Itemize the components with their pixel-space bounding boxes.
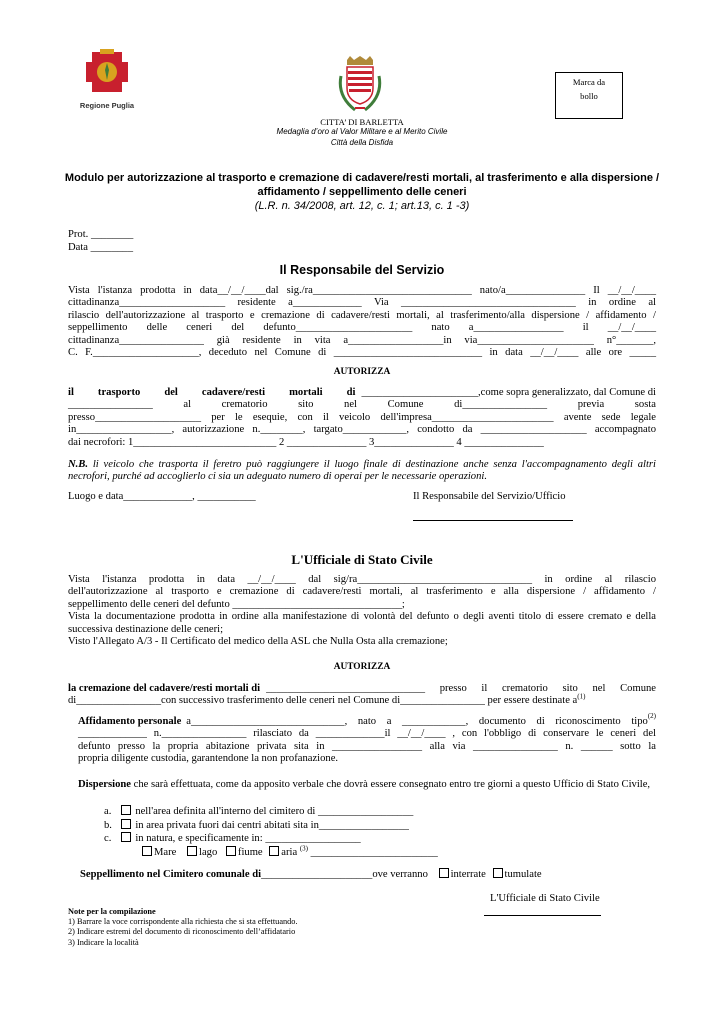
option-text: in natura, e specificamente in: __________________ xyxy=(135,833,361,845)
data-field[interactable]: Data ________ xyxy=(68,241,134,253)
section2-heading: L'Ufficiale di Stato Civile xyxy=(291,552,433,567)
affidamento-line1[interactable]: a_____________________________, nato a ____________, documento di riconoscimento tipo xyxy=(186,716,648,727)
section1-autorizza: AUTORIZZA xyxy=(333,367,391,377)
transport-block xyxy=(68,387,656,449)
seppellimento-label[interactable]: Seppellimento nel Cimitero comunale di xyxy=(80,869,262,880)
section1-line[interactable]: cittadinanza________________ già residente in vita a__________________in via______________________ n°_______, xyxy=(68,334,656,346)
interrate-label: interrate xyxy=(450,869,486,880)
section2-line: Vista la documentazione prodotta in ordine alla manifestazione di volontà del defunto o degli aventi titolo di essere cremato e della xyxy=(68,611,656,623)
affidamento-line4: propria diligente custodia, garantendone la non profanazione. xyxy=(78,753,339,765)
note-item: 2) Indicare estremi del documento di riconoscimento dell’affidatario xyxy=(68,927,296,937)
affidamento-line3[interactable]: defunto presso la propria abitazione privata sita in _________________ alla via ________________ n. ______ sotto la xyxy=(78,740,656,752)
nb-note xyxy=(68,459,656,484)
section2-line: Visto l'Allegato A/3 - Il Certificato del medico della ASL che Nulla Osta alla cremazione; xyxy=(68,636,448,648)
nature-tail[interactable]: ________________________ xyxy=(310,846,438,858)
checkbox[interactable] xyxy=(121,819,131,829)
affidamento-block xyxy=(78,712,656,766)
dispersione-option-c[interactable] xyxy=(104,832,438,846)
section1-line[interactable]: Vista l'istanza prodotta in data__/__/____dal sig./ra______________________________ nato/a_______________ Il __/__/____ xyxy=(68,285,656,296)
checkbox-lago[interactable] xyxy=(187,846,197,856)
signature-1-label: Il Responsabile del Servizio/Ufficio xyxy=(413,491,566,502)
nature-label: lago xyxy=(199,846,218,858)
nature-label: aria xyxy=(281,846,298,858)
form-title-law: (L.R. n. 34/2008, art. 12, c. 1; art.13, c. 1 -3) xyxy=(254,200,470,212)
dispersione-options xyxy=(104,805,438,859)
city-title: Città della Disfida xyxy=(330,137,394,147)
section1-line: rilascio dell'autorizzazione al trasporto e cremazione di cadavere/resti mortali, al trasferimento/alla dispersione / affidamento / xyxy=(68,309,656,321)
seppellimento-line[interactable]: _____________________ove verranno xyxy=(261,869,428,880)
section2-line: dell'autorizzazione al trasporto e cremazione di cadavere/resti mortali, al trasferimento e alla dispersione / affidamento / xyxy=(68,586,656,598)
luogo-data-1[interactable]: Luogo e data_____________, ___________ xyxy=(68,491,256,502)
stamp-label: Marca da bollo xyxy=(572,77,606,101)
signature-2-line[interactable] xyxy=(484,915,601,916)
transport-line[interactable]: ______________________,come sopra generalizzato, dal Comune di xyxy=(361,387,656,398)
checkbox-mare[interactable] xyxy=(142,846,152,856)
option-letter: c. xyxy=(104,833,112,845)
transport-lead: il trasporto del cadavere/resti mortali di xyxy=(68,387,356,398)
region-crest-icon xyxy=(76,48,138,98)
dispersione-option-b[interactable] xyxy=(104,819,438,833)
region-logo-text: Regione Puglia xyxy=(79,101,135,110)
stamp-box xyxy=(555,72,623,119)
tumulate-label: tumulate xyxy=(504,869,542,880)
city-name: CITTA’ DI BARLETTA xyxy=(320,117,404,127)
nature-label: fiume xyxy=(237,846,263,858)
section1-body xyxy=(68,285,656,359)
checkbox[interactable] xyxy=(121,805,131,815)
city-crest-icon xyxy=(335,56,385,114)
cremation-line1[interactable]: ______________________________ presso il crematorio sito nel Comune xyxy=(266,683,656,694)
checkbox-fiume[interactable] xyxy=(226,846,236,856)
affidamento-label[interactable]: Affidamento personale xyxy=(78,716,182,727)
section2-line: successiva destinazione delle ceneri; xyxy=(68,623,224,635)
nature-sup: (3) xyxy=(299,844,309,853)
nb-text: li veicolo che trasporta il feretro può raggiungere il luogo finale di destinazione anche senza l'accompagnamento degli altri necrofori, purché ad accoglierlo ci sia un adeguato numero di operai per le necessarie operazioni. xyxy=(68,459,656,483)
dispersione-option-a[interactable] xyxy=(104,805,438,819)
prot-field[interactable]: Prot. ________ xyxy=(68,229,134,240)
transport-line[interactable]: in__________________, autorizzazione n.________, targato____________, condotto da ____________________ accompagnato xyxy=(68,424,656,436)
option-text: nell'area definita all'interno del cimitero di __________________ xyxy=(135,806,414,817)
signature-2-label: L'Ufficiale di Stato Civile xyxy=(490,893,600,904)
dispersione-text: che sarà effettuata, come da apposito verbale che dovrà essere consegnato entro tre giorni a questo Ufficio di Stato Civile, xyxy=(133,779,651,790)
section2-body xyxy=(68,574,656,648)
nature-options xyxy=(104,846,438,860)
city-crest xyxy=(335,56,385,114)
section2-line[interactable]: seppellimento delle ceneri del defunto ________________________________; xyxy=(68,598,405,610)
affidamento-sup: (2) xyxy=(647,712,656,720)
section2-autorizza: AUTORIZZA xyxy=(333,662,391,672)
cremation-sup: (1) xyxy=(577,692,586,701)
option-text: in area privata fuori dai centri abitati sita in_________________ xyxy=(135,819,409,831)
section1-heading: Il Responsabile del Servizio xyxy=(279,263,445,277)
cremation-block xyxy=(68,683,656,708)
option-letter: b. xyxy=(104,819,112,831)
checkbox-aria[interactable] xyxy=(269,846,279,856)
checkbox-interrate[interactable] xyxy=(439,868,449,878)
form-title-line2: affidamento / seppellimento delle ceneri xyxy=(257,186,467,198)
section2-line[interactable]: Vista l'istanza prodotta in data __/__/____ dal sig/ra_________________________________ in ordine al rilascio xyxy=(68,574,656,585)
nb-label: N.B. xyxy=(68,459,89,470)
dispersione-block xyxy=(78,779,656,791)
notes-block xyxy=(68,907,298,948)
nature-label: Mare xyxy=(154,846,177,858)
transport-line[interactable]: ________________ al crematorio sito nel Comune di________________ previa sosta xyxy=(68,399,656,411)
cremation-lead: la cremazione del cadavere/resti mortali di xyxy=(68,683,261,694)
note-item: 1) Barrare la voce corrispondente alla richiesta che si sta effettuando. xyxy=(68,917,298,927)
dispersione-label[interactable]: Dispersione xyxy=(78,779,131,790)
checkbox-tumulate[interactable] xyxy=(493,868,503,878)
city-medal: Medaglia d’oro al Valor Militare e al Merito Civile xyxy=(276,127,448,137)
checkbox[interactable] xyxy=(121,832,131,842)
seppellimento-block xyxy=(80,868,542,882)
affidamento-line2[interactable]: _____________ n.________________ rilasciato da _____________il __/__/____ , con l'obbligo di conservare le ceneri del xyxy=(78,728,656,740)
signature-1-line[interactable] xyxy=(413,520,573,521)
notes-title: Note per la compilazione xyxy=(68,907,156,916)
section1-line[interactable]: seppellimento delle ceneri del defunto______________________ nato a_________________ il __/__/____ xyxy=(68,322,656,334)
form-title-line1: Modulo per autorizzazione al trasporto e cremazione di cadavere/resti mortali, al trasferimento e alla dispersione / xyxy=(64,172,660,184)
cremation-line2[interactable]: di________________con successivo trasferimento delle ceneri nel Comune di________________ per essere destinate a xyxy=(68,695,578,707)
transport-line[interactable]: presso____________________ per le esequie, con il veicolo dell'impresa_______________________ avente sede legale xyxy=(68,411,656,423)
note-item: 3) Indicare la località xyxy=(68,937,139,947)
option-letter: a. xyxy=(104,806,112,817)
section1-line[interactable]: cittadinanza____________________ residente a_____________ Via _________________________________ in ordine al xyxy=(68,297,656,309)
region-logo xyxy=(76,48,138,108)
transport-line[interactable]: dai necrofori: 1___________________________ 2 _______________ 3_______________ 4 _______________ xyxy=(68,436,544,448)
section1-line[interactable]: C. F.____________________, deceduto nel Comune di ____________________________ in data __/__/____ alle ore _____ xyxy=(68,347,656,359)
